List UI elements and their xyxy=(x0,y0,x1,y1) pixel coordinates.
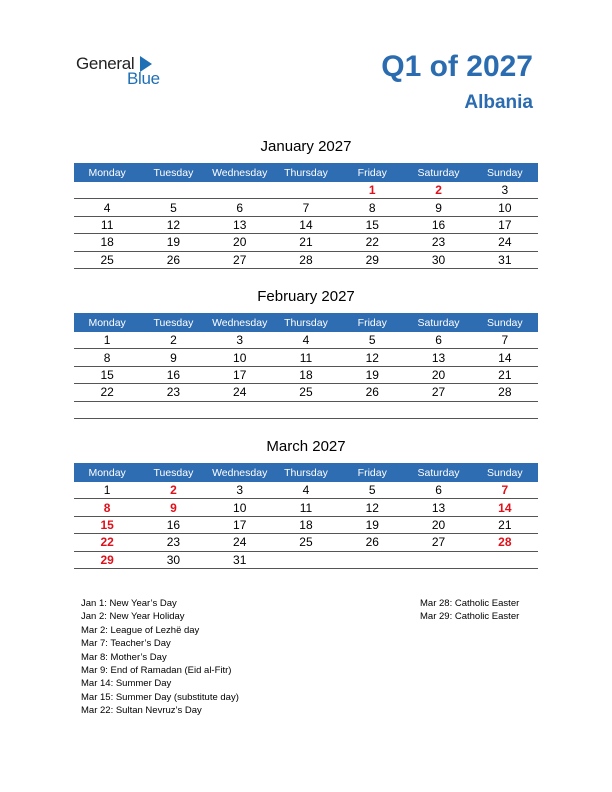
day-cell: 24 xyxy=(207,384,273,401)
day-cell xyxy=(140,182,206,199)
weekday-header: Monday xyxy=(74,313,140,332)
day-cell xyxy=(74,182,140,199)
day-cell: 19 xyxy=(339,366,405,383)
day-cell: 1 xyxy=(74,332,140,349)
day-cell: 17 xyxy=(472,216,538,233)
weekday-header: Sunday xyxy=(472,313,538,332)
logo-text-blue: Blue xyxy=(127,69,160,88)
day-cell: 12 xyxy=(339,349,405,366)
holiday-note: Mar 14: Summer Day xyxy=(81,678,172,690)
day-cell: 19 xyxy=(339,516,405,533)
logo-text-general: General xyxy=(76,54,135,73)
day-cell: 8 xyxy=(74,349,140,366)
day-cell: 9 xyxy=(140,349,206,366)
day-cell: 30 xyxy=(140,551,206,568)
day-cell: 12 xyxy=(339,499,405,516)
day-cell: 4 xyxy=(273,482,339,499)
weekday-header: Wednesday xyxy=(207,463,273,482)
holiday-note: Mar 28: Catholic Easter xyxy=(420,598,520,609)
day-cell: 31 xyxy=(207,551,273,568)
day-cell: 14 xyxy=(472,499,538,516)
weekday-header-row xyxy=(74,163,538,182)
day-cell xyxy=(405,401,471,418)
day-cell: 28 xyxy=(472,534,538,551)
month-title: March 2027 xyxy=(266,438,346,455)
holiday-note: Jan 2: New Year Holiday xyxy=(81,611,185,623)
day-cell: 11 xyxy=(74,216,140,233)
weekday-header: Thursday xyxy=(273,463,339,482)
weekday-header: Friday xyxy=(339,313,405,332)
day-cell: 22 xyxy=(74,384,140,401)
day-cell: 4 xyxy=(273,332,339,349)
day-cell: 2 xyxy=(140,482,206,499)
day-cell: 4 xyxy=(74,199,140,216)
week-row xyxy=(74,234,538,251)
month-title: February 2027 xyxy=(257,288,355,305)
holiday-note: Mar 7: Teacher’s Day xyxy=(81,638,171,650)
day-cell: 7 xyxy=(273,199,339,216)
weekday-header: Friday xyxy=(339,163,405,182)
day-cell xyxy=(472,401,538,418)
day-cell xyxy=(273,182,339,199)
week-row xyxy=(74,216,538,233)
day-cell xyxy=(207,182,273,199)
holiday-list-left xyxy=(81,597,239,718)
day-cell: 7 xyxy=(472,482,538,499)
day-cell: 21 xyxy=(472,516,538,533)
day-cell: 17 xyxy=(207,366,273,383)
day-cell: 15 xyxy=(339,216,405,233)
day-cell: 17 xyxy=(207,516,273,533)
week-row xyxy=(74,551,538,568)
day-cell: 9 xyxy=(405,199,471,216)
day-cell: 14 xyxy=(273,216,339,233)
holiday-note: Mar 8: Mother’s Day xyxy=(81,651,167,663)
day-cell xyxy=(74,401,140,418)
day-cell: 22 xyxy=(339,234,405,251)
day-cell: 29 xyxy=(339,251,405,268)
day-cell xyxy=(140,401,206,418)
day-cell: 22 xyxy=(74,534,140,551)
weekday-header: Tuesday xyxy=(140,163,206,182)
day-cell: 7 xyxy=(472,332,538,349)
day-cell: 25 xyxy=(273,384,339,401)
day-cell: 6 xyxy=(405,332,471,349)
holiday-list-right xyxy=(420,597,519,624)
day-cell: 26 xyxy=(140,251,206,268)
week-row xyxy=(74,199,538,216)
day-cell: 16 xyxy=(140,516,206,533)
week-row xyxy=(74,534,538,551)
day-cell: 23 xyxy=(140,534,206,551)
weekday-header: Monday xyxy=(74,463,140,482)
day-cell: 3 xyxy=(207,332,273,349)
day-cell: 15 xyxy=(74,516,140,533)
day-cell: 18 xyxy=(74,234,140,251)
weekday-header: Saturday xyxy=(405,163,471,182)
day-cell: 28 xyxy=(472,384,538,401)
week-row xyxy=(74,349,538,366)
day-cell: 26 xyxy=(339,534,405,551)
holiday-note: Jan 1: New Year’s Day xyxy=(81,598,177,609)
weekday-header-row xyxy=(74,463,538,482)
weekday-header: Tuesday xyxy=(140,463,206,482)
day-cell: 13 xyxy=(207,216,273,233)
day-cell: 13 xyxy=(405,499,471,516)
day-cell: 28 xyxy=(273,251,339,268)
day-cell: 27 xyxy=(405,534,471,551)
day-cell: 13 xyxy=(405,349,471,366)
day-cell: 1 xyxy=(74,482,140,499)
day-cell: 19 xyxy=(140,234,206,251)
day-cell: 8 xyxy=(339,199,405,216)
day-cell: 6 xyxy=(207,199,273,216)
week-row xyxy=(74,366,538,383)
week-row xyxy=(74,516,538,533)
day-cell: 10 xyxy=(472,199,538,216)
week-row xyxy=(74,384,538,401)
weekday-header: Saturday xyxy=(405,313,471,332)
day-cell: 14 xyxy=(472,349,538,366)
day-cell: 5 xyxy=(339,332,405,349)
day-cell: 18 xyxy=(273,516,339,533)
calendar-table xyxy=(74,463,538,569)
day-cell: 29 xyxy=(74,551,140,568)
day-cell: 21 xyxy=(472,366,538,383)
weekday-header: Monday xyxy=(74,163,140,182)
week-row xyxy=(74,332,538,349)
month-march xyxy=(74,438,538,569)
week-row xyxy=(74,251,538,268)
day-cell: 16 xyxy=(405,216,471,233)
day-cell: 8 xyxy=(74,499,140,516)
day-cell xyxy=(339,551,405,568)
day-cell: 21 xyxy=(273,234,339,251)
day-cell xyxy=(273,401,339,418)
page-title: Q1 of 2027 xyxy=(381,50,533,83)
weekday-header: Saturday xyxy=(405,463,471,482)
weekday-header: Tuesday xyxy=(140,313,206,332)
day-cell: 26 xyxy=(339,384,405,401)
day-cell: 2 xyxy=(405,182,471,199)
day-cell: 24 xyxy=(472,234,538,251)
weekday-header: Sunday xyxy=(472,163,538,182)
weekday-header-row xyxy=(74,313,538,332)
day-cell: 1 xyxy=(339,182,405,199)
weekday-header: Wednesday xyxy=(207,313,273,332)
week-row xyxy=(74,499,538,516)
day-cell: 31 xyxy=(472,251,538,268)
weekday-header: Sunday xyxy=(472,463,538,482)
day-cell xyxy=(273,551,339,568)
day-cell xyxy=(405,551,471,568)
holiday-note: Mar 22: Sultan Nevruz’s Day xyxy=(81,705,202,717)
weekday-header: Wednesday xyxy=(207,163,273,182)
day-cell: 16 xyxy=(140,366,206,383)
day-cell: 27 xyxy=(207,251,273,268)
week-row xyxy=(74,482,538,499)
day-cell: 10 xyxy=(207,499,273,516)
day-cell xyxy=(472,551,538,568)
holiday-note: Mar 2: League of Lezhë day xyxy=(81,624,200,636)
day-cell: 25 xyxy=(74,251,140,268)
weekday-header: Thursday xyxy=(273,313,339,332)
day-cell: 10 xyxy=(207,349,273,366)
day-cell: 30 xyxy=(405,251,471,268)
day-cell: 15 xyxy=(74,366,140,383)
brand-logo xyxy=(76,54,176,90)
day-cell: 5 xyxy=(339,482,405,499)
day-cell: 25 xyxy=(273,534,339,551)
day-cell: 3 xyxy=(207,482,273,499)
day-cell: 20 xyxy=(405,366,471,383)
day-cell: 3 xyxy=(472,182,538,199)
holiday-note: Mar 9: End of Ramadan (Eid al-Fitr) xyxy=(81,665,232,677)
calendar-table xyxy=(74,163,538,269)
day-cell: 11 xyxy=(273,349,339,366)
day-cell xyxy=(339,401,405,418)
day-cell: 11 xyxy=(273,499,339,516)
day-cell: 24 xyxy=(207,534,273,551)
holiday-note: Mar 15: Summer Day (substitute day) xyxy=(81,691,239,703)
day-cell: 9 xyxy=(140,499,206,516)
day-cell: 27 xyxy=(405,384,471,401)
weekday-header: Thursday xyxy=(273,163,339,182)
day-cell: 12 xyxy=(140,216,206,233)
week-row xyxy=(74,401,538,418)
holiday-note: Mar 29: Catholic Easter xyxy=(420,611,520,623)
month-february xyxy=(74,288,538,419)
day-cell: 5 xyxy=(140,199,206,216)
month-title: January 2027 xyxy=(260,138,352,155)
day-cell: 20 xyxy=(207,234,273,251)
country-name: Albania xyxy=(464,92,533,113)
day-cell: 18 xyxy=(273,366,339,383)
day-cell: 23 xyxy=(405,234,471,251)
day-cell: 6 xyxy=(405,482,471,499)
day-cell: 20 xyxy=(405,516,471,533)
day-cell: 2 xyxy=(140,332,206,349)
week-row xyxy=(74,182,538,199)
day-cell xyxy=(207,401,273,418)
weekday-header: Friday xyxy=(339,463,405,482)
day-cell: 23 xyxy=(140,384,206,401)
calendar-table xyxy=(74,313,538,419)
month-january xyxy=(74,138,538,269)
